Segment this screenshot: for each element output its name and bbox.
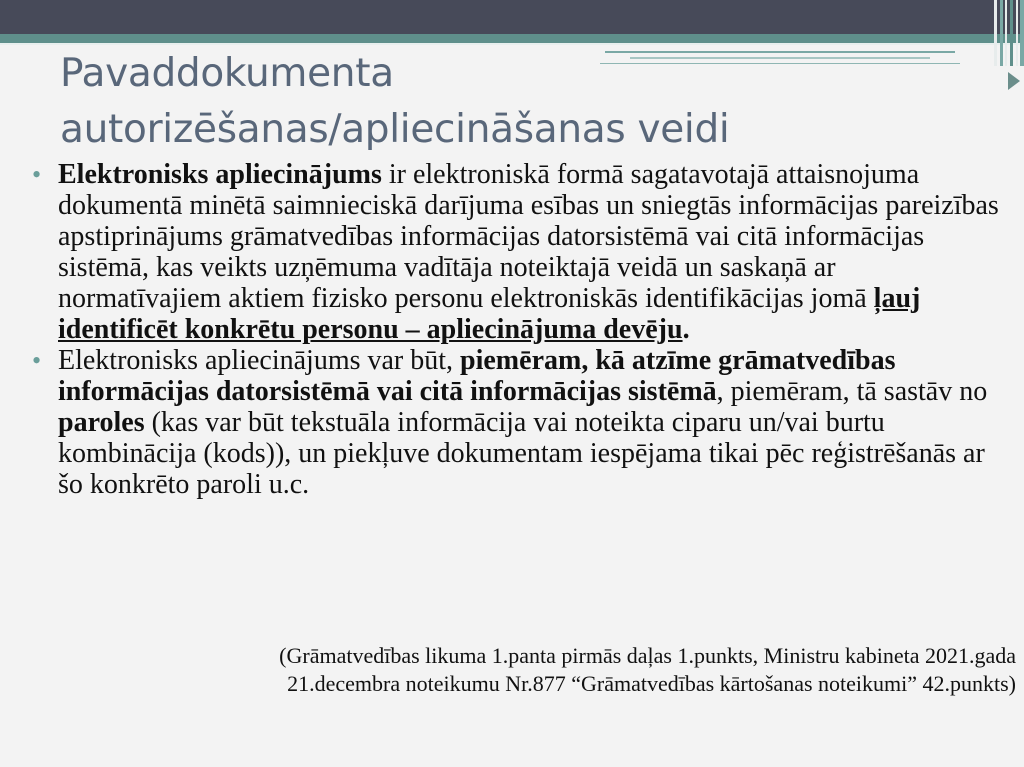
bold-underlined-text: ļauj identificēt konkrētu personu – apliecinājuma devēju	[58, 283, 921, 345]
decor-vertical-stripes	[994, 0, 1024, 62]
bullet-item	[30, 345, 1005, 500]
body-text: , piemēram, tā sastāv no	[716, 376, 988, 407]
source-line: (Grāmatvedības likuma 1.panta pirmās daļas 1.punkts, Ministru kabineta 2021.gada	[279, 643, 1016, 668]
bold-text: piemēram, kā atzīme grāmatvedības informācijas datorsistēmā vai citā informācijas sistēmā	[58, 345, 896, 407]
bullet-icon: •	[32, 160, 42, 189]
body-text: (kas var būt tekstuāla informācija vai noteikta ciparu un/vai burtu kombinācija (kods)), un piekļuve dokumentam iespējama tikai pēc reģistrēšanās ar šo konkrēto paroli u.c.	[58, 407, 985, 500]
header-band-line	[0, 43, 1024, 45]
bold-term: Elektronisks apliecinājums	[58, 159, 382, 190]
title-line: autorizēšanas/apliecināšanas veidi	[60, 107, 730, 152]
header-band-teal	[0, 34, 1024, 43]
body-text: .	[682, 314, 690, 345]
body-text: ir elektroniskā formā sagatavotajā attaisnojuma dokumentā minētā saimnieciskā darījuma esības un sniegtās informācijas pareizības apstiprinājums grāmatvedības informācijas datorsistēmā vai citā informācijas sistēmā, kas veikts uzņēmuma vadītāja noteiktajā veidā un saskaņā ar normatīvajiem aktiem fizisko personu elektroniskās identifikācijas jomā	[58, 159, 999, 314]
slide-body	[30, 159, 1005, 500]
decor-arrow-icon	[1008, 72, 1020, 90]
header-band-dark	[0, 0, 1024, 34]
bullet-item	[30, 159, 1005, 345]
source-line: 21.decembra noteikumu Nr.877 “Grāmatvedības kārtošanas noteikumi” 42.punkts)	[287, 671, 1016, 696]
slide-title	[60, 46, 960, 158]
bullet-icon: •	[32, 346, 42, 375]
source-reference	[60, 642, 1016, 698]
bold-text: paroles	[58, 407, 145, 438]
title-line: Pavaddokumenta	[60, 51, 394, 96]
body-text: Elektronisks apliecinājums var būt,	[58, 345, 461, 376]
